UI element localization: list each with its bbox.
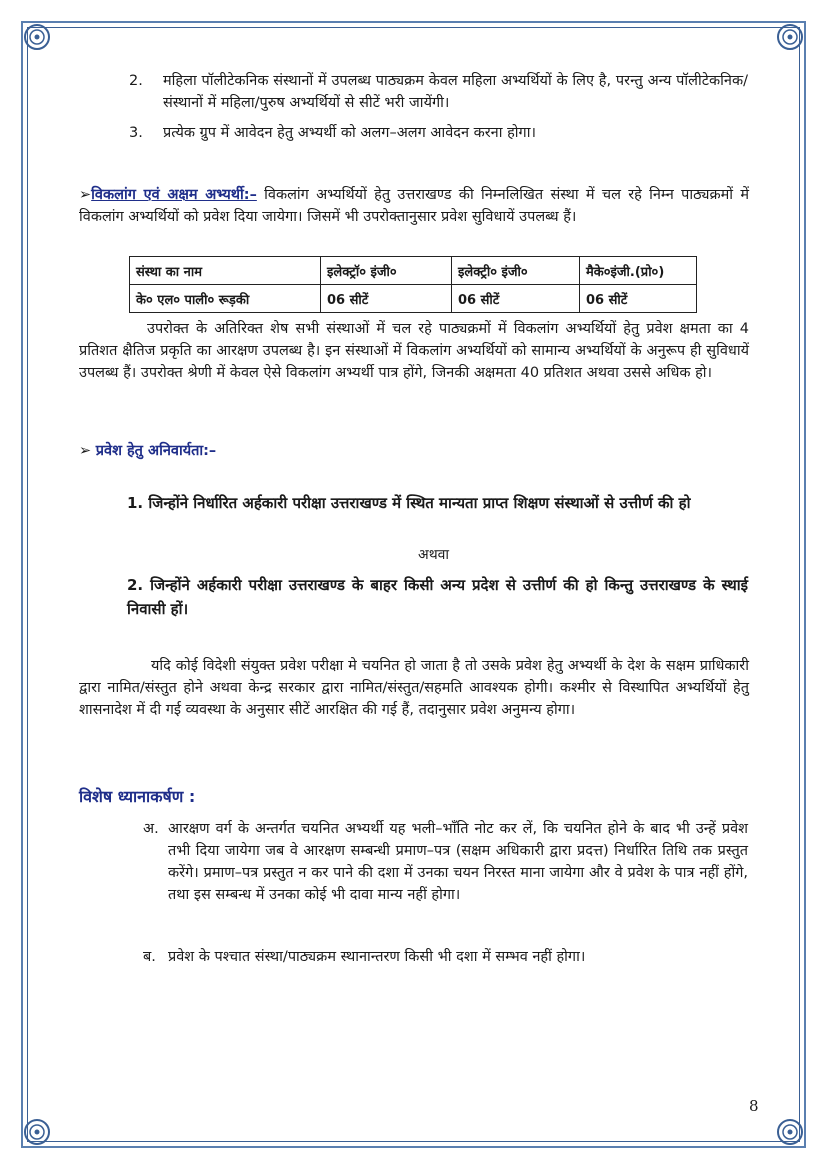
disabled-after-paragraph: उपरोक्त के अतिरिक्त शेष सभी संस्थाओं में चल रहे पाठ्यक्रमों में विकलांग अभ्यर्थियों हेतु प्रवेश क्षमता का 4 प्रतिशत क्षैतिज प्रकृति का आरक्षण उपलब्ध है। इन संस्थाओं में विकलांग अभ्यर्थियों को सामान्य अभ्यर्थियों के अनुरूप ही सुविधायें उपलब्ध हैं। उपरोक्त श्रेणी में केवल ऐसे विकलांग अभ्यर्थी पात्र होंगे, जिनकी अक्षमता 40 प्रतिशत अथवा उससे अधिक हो। <box>79 321 749 381</box>
corner-ornament-icon <box>775 1117 805 1147</box>
point-label: अ. <box>143 821 159 837</box>
table-cell: के० एल० पाली० रूड़की <box>130 285 321 313</box>
item-2-text: महिला पॉलीटेकनिक संस्थानों में उपलब्ध पाठ्यक्रम केवल महिला अभ्यर्थियों के लिए है, परन्तु अन्य पॉलीटेकनिक/संस्थानों में महिला/पुरुष अभ्यर्थियों से सीटें भरी जायेंगी। <box>163 73 748 111</box>
table-header-cell: इलेक्ट्रॉ० इंजी० <box>321 257 452 285</box>
arrow-icon: ➢ <box>79 443 92 459</box>
item-number: 3. <box>129 125 143 141</box>
item-number: 2. <box>129 73 143 89</box>
corner-ornament-icon <box>22 1117 52 1147</box>
table-row <box>130 285 697 313</box>
eligibility-heading-line <box>79 440 479 462</box>
table-cell: 06 सीटें <box>452 285 580 313</box>
table-header-row <box>130 257 697 285</box>
eligibility-heading: प्रवेश हेतु अनिवार्यता:– <box>95 443 217 459</box>
disabled-section-paragraph <box>79 184 749 228</box>
arrow-icon: ➢ <box>79 187 92 203</box>
disabled-heading: विकलांग एवं अक्षम अभ्यर्थी:– <box>91 187 257 203</box>
item-3-text: प्रत्येक ग्रुप में आवेदन हेतु अभ्यर्थी को अलग–अलग आवेदन करना होगा। <box>163 125 536 141</box>
table-header-cell: मैके०इंजी.(प्रो०) <box>580 257 697 285</box>
foreign-candidates-paragraph: यदि कोई विदेशी संयुक्त प्रवेश परीक्षा मे चयनित हो जाता है तो उसके प्रवेश हेतु अभ्यर्थी के देश के सक्षम प्राधिकारी द्वारा नामित/संस्तुत होने अथवा केन्द्र सरकार द्वारा नामित/संस्तुत/सहमति आवश्यक होगी। कश्मीर से विस्थापित अभ्यर्थियों हेतु शासनादेश में दी गई व्यवस्था के अनुसार सीटें आरक्षित की गई हैं, तदानुसार प्रवेश अनुमन्य होगा। <box>79 658 749 718</box>
page-number: 8 <box>749 1097 759 1115</box>
disabled-intro: विकलांग अभ्यर्थियों हेतु उत्तराखण्ड की निम्नलिखित संस्था में चल रहे निम्न पाठ्यक्रमों में विकलांग अभ्यर्थियों को प्रवेश दिया जायेगा। जिसमें भी उपरोक्तानुसार प्रवेश सुविधायें उपलब्ध हैं। <box>79 187 750 225</box>
corner-ornament-icon <box>22 22 52 52</box>
special-point-a: आरक्षण वर्ग के अन्तर्गत चयनित अभ्यर्थी यह भली–भाँति नोट कर लें, कि चयनित होने के बाद भी उन्हें प्रवेश तभी दिया जायेगा जब वे आरक्षण सम्बन्धी प्रमाण–पत्र (सक्षम अधिकारी द्वारा प्रदत्त) निर्धारित तिथि तक प्रस्तुत करेंगे। प्रमाण–पत्र प्रस्तुत न कर पाने की दशा में उनका चयन निरस्त माना जायेगा और वे प्रवेश के पात्र नहीं होंगे, तथा इस सम्बन्ध में उनका कोई भी दावा मान्य नहीं होगा। <box>168 821 748 903</box>
point-label: ब. <box>143 949 156 965</box>
corner-ornament-icon <box>775 22 805 52</box>
table-header-cell: संस्था का नाम <box>130 257 321 285</box>
eligibility-point-2: 2. जिन्होंने अर्हकारी परीक्षा उत्तराखण्ड के बाहर किसी अन्य प्रदेश से उत्तीर्ण की हो किन्तु उत्तराखण्ड के स्थाई निवासी हों। <box>127 576 748 618</box>
table-cell: 06 सीटें <box>580 285 697 313</box>
seat-table <box>129 256 697 313</box>
table-header-cell: इलेक्ट्री० इंजी० <box>452 257 580 285</box>
table-cell: 06 सीटें <box>321 285 452 313</box>
special-attention-heading: विशेष ध्यानाकर्षण : <box>79 787 196 806</box>
or-separator: अथवा <box>418 547 450 563</box>
eligibility-point-1: 1. जिन्होंने निर्धारित अर्हकारी परीक्षा उत्तराखण्ड में स्थित मान्यता प्राप्त शिक्षण संस्थाओं से उत्तीर्ण की हो <box>127 494 691 512</box>
special-point-b: प्रवेश के पश्चात संस्था/पाठ्यक्रम स्थानान्तरण किसी भी दशा में सम्भव नहीं होगा। <box>168 949 586 965</box>
